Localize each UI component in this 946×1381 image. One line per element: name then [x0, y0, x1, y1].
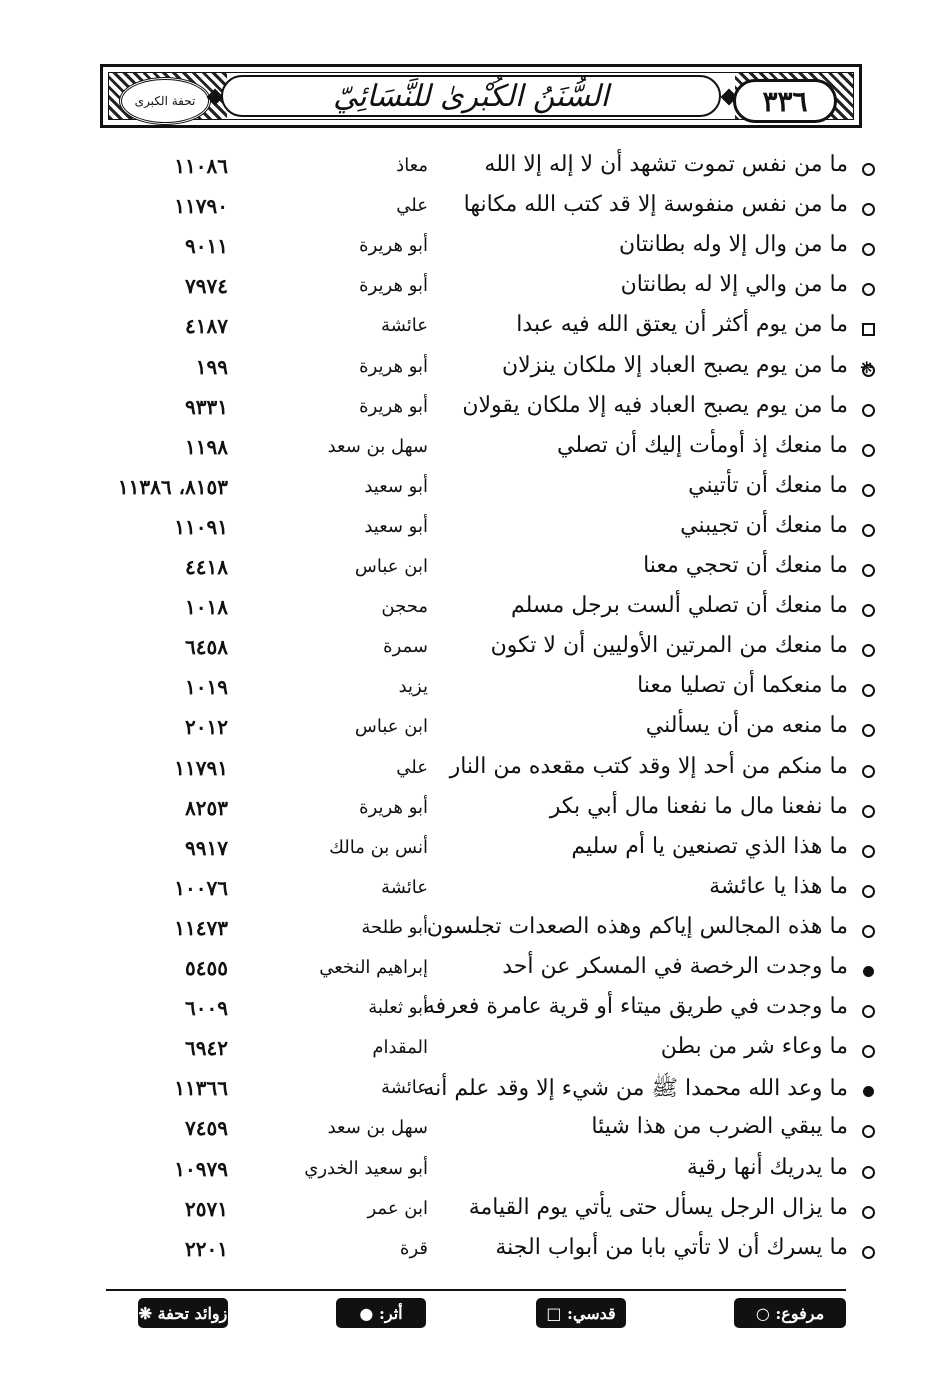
- legend-marfu: مرفوع: ○: [734, 1298, 846, 1328]
- hadith-number: ١٠١٩: [185, 675, 228, 699]
- index-row: [0, 551, 946, 591]
- index-row: [0, 872, 946, 912]
- hadith-incipit: ما من يوم أكثر أن يعتق الله فيه عبدا: [516, 312, 848, 337]
- hadith-incipit: ما من نفس تموت تشهد أن لا إله إلا الله: [484, 152, 848, 177]
- narrator-name: علي: [396, 195, 428, 216]
- hadith-incipit: ما منعك أن تجيبني: [680, 513, 848, 538]
- hadith-number: ١١٠٨٦: [174, 154, 228, 178]
- index-row: [0, 591, 946, 631]
- hadith-incipit: ما منعك أن تحجي معنا: [643, 553, 848, 578]
- index-row: [0, 671, 946, 711]
- hadith-incipit: ما وعد الله محمدا ﷺ من شيء إلا وقد علم أنه: [423, 1076, 848, 1101]
- hadith-incipit: ما من يوم يصبح العباد إلا ملكان ينزلان: [501, 353, 848, 378]
- index-row: [0, 351, 946, 391]
- circle-marker-icon: [858, 400, 878, 420]
- hadith-incipit: ما من وال إلا وله بطانتان: [619, 232, 848, 257]
- narrator-name: أبو هريرة: [359, 275, 428, 296]
- circle-marker-icon: [858, 1162, 878, 1182]
- hadith-number: ٤١٨٧: [185, 314, 228, 338]
- narrator-name: معاذ: [396, 155, 428, 176]
- hadith-number: ١١٧٩٠: [174, 194, 228, 218]
- hadith-number: ١١٣٦٦: [174, 1076, 228, 1100]
- index-row: [0, 832, 946, 872]
- title-cartouche: [221, 75, 721, 117]
- hadith-number: ٨١٥٣، ١١٣٨٦: [117, 475, 228, 499]
- circle-marker-icon: [858, 921, 878, 941]
- legend-zawaid: زوائد تحفة ❋: [138, 1298, 228, 1328]
- hadith-number: ١١٧٩١: [174, 756, 228, 780]
- narrator-name: عائشة: [381, 315, 428, 336]
- circle-marker-icon: [858, 1202, 878, 1222]
- index-row: [0, 230, 946, 270]
- index-row: [0, 952, 946, 992]
- hadith-incipit: ما منعك أن تصلي ألست برجل مسلم: [510, 593, 848, 618]
- circle-marker-icon: [858, 1041, 878, 1061]
- index-row: [0, 1153, 946, 1193]
- hadith-number: ٢٥٧١: [185, 1197, 228, 1221]
- hadith-incipit: ما منعك إذ أومأت إليك أن تصلي: [557, 433, 848, 458]
- hadith-incipit: ما هذا يا عائشة: [709, 874, 848, 899]
- narrator-name: أبو هريرة: [359, 396, 428, 417]
- circle-marker-icon: [858, 360, 878, 380]
- narrator-name: أبو طلحة: [361, 917, 428, 938]
- index-row: [0, 631, 946, 671]
- circle-marker-icon: [858, 279, 878, 299]
- page-header: [100, 64, 862, 128]
- index-row: [0, 792, 946, 832]
- narrator-name: أبو هريرة: [359, 356, 428, 377]
- hadith-incipit: ما يسرك أن لا تأتي بابا من أبواب الجنة: [495, 1235, 848, 1260]
- legend-athar: أثر: ●: [336, 1298, 426, 1328]
- hadith-number: ٩٣٣١: [185, 395, 228, 419]
- narrator-name: ابن عمر: [367, 1198, 428, 1219]
- hadith-incipit: ما منعك أن تأتيني: [688, 473, 848, 498]
- hadith-number: ٥٤٥٥: [185, 956, 228, 980]
- circle-marker-icon: [858, 801, 878, 821]
- narrator-name: ابن عباس: [354, 556, 428, 577]
- hadith-incipit: ما منعكما أن تصليا معنا: [637, 673, 848, 698]
- narrator-name: إبراهيم النخعي: [319, 957, 428, 978]
- hadith-number: ١١٤٧٣: [174, 916, 228, 940]
- circle-marker-icon: [858, 159, 878, 179]
- zawaid-star-icon: ❋: [860, 358, 874, 377]
- circle-marker-icon: [858, 520, 878, 540]
- hadith-number: ٤٤١٨: [185, 555, 228, 579]
- circle-marker-icon: [858, 199, 878, 219]
- page-number: ٣٣٦: [762, 84, 808, 118]
- hadith-incipit: ما وعاء شر من بطن: [660, 1034, 848, 1059]
- hadith-number: ١٠١٨: [185, 595, 228, 619]
- square-marker-icon: [858, 319, 878, 339]
- hadith-incipit: ما منكم من أحد إلا وقد كتب مقعده من النار: [449, 754, 848, 779]
- narrator-name: أبو هريرة: [359, 235, 428, 256]
- circle-marker-icon: [858, 239, 878, 259]
- index-row: [0, 431, 946, 471]
- page-number-oval: [733, 79, 837, 123]
- legend-qudsi: قدسي: □: [536, 1298, 626, 1328]
- index-row: [0, 711, 946, 751]
- hadith-number: ٧٤٥٩: [185, 1116, 228, 1140]
- index-row: [0, 190, 946, 230]
- hadith-incipit: ما وجدت الرخصة في المسكر عن أحد: [502, 954, 848, 979]
- narrator-name: أنس بن مالك: [329, 837, 428, 858]
- narrator-name: أبو ثعلبة: [368, 997, 428, 1018]
- header-frame: [108, 72, 854, 120]
- narrator-name: عائشة: [381, 1077, 428, 1098]
- circle-marker-icon: [858, 560, 878, 580]
- index-row: [0, 471, 946, 511]
- hadith-number: ١٠٩٧٩: [174, 1157, 228, 1181]
- narrator-name: سهل بن سعد: [327, 1117, 428, 1138]
- narrator-name: المقدام: [372, 1037, 428, 1058]
- index-row: [0, 1233, 946, 1273]
- narrator-name: أبو سعيد: [364, 476, 428, 497]
- index-row: [0, 1072, 946, 1112]
- dot-marker-icon: [858, 1081, 878, 1101]
- narrator-name: سهل بن سعد: [327, 436, 428, 457]
- hadith-incipit: ما من نفس منفوسة إلا قد كتب الله مكانها: [463, 192, 848, 217]
- hadith-number: ٢٢٠١: [185, 1237, 228, 1261]
- narrator-name: سمرة: [383, 636, 428, 657]
- index-row: [0, 270, 946, 310]
- circle-marker-icon: [858, 440, 878, 460]
- hadith-number: ١٠٠٧٦: [174, 876, 228, 900]
- hadith-number: ٩٩١٧: [185, 836, 228, 860]
- index-row: [0, 511, 946, 551]
- circle-marker-icon: [858, 881, 878, 901]
- index-row: [0, 752, 946, 792]
- index-row: [0, 391, 946, 431]
- index-row: [0, 1112, 946, 1152]
- narrator-name: عائشة: [381, 877, 428, 898]
- hadith-number: ٦٩٤٢: [185, 1036, 228, 1060]
- circle-marker-icon: [858, 1001, 878, 1021]
- hadith-number: ٨٢٥٣: [185, 796, 228, 820]
- circle-marker-icon: [858, 1242, 878, 1262]
- hadith-incipit: ما وجدت في طريق ميتاء أو قرية عامرة فعرفه: [423, 994, 848, 1019]
- emblem-text: تحفة الكبرى: [134, 94, 196, 108]
- narrator-name: قرة: [400, 1238, 428, 1259]
- hadith-incipit: ما منعك من المرتين الأوليين أن لا تكون: [490, 633, 848, 658]
- hadith-incipit: ما هذه المجالس إياكم وهذه الصعدات تجلسون: [426, 914, 848, 939]
- index-row: [0, 1032, 946, 1072]
- circle-marker-icon: [858, 1121, 878, 1141]
- hadith-number: ١١٠٩١: [174, 515, 228, 539]
- footer-divider: [106, 1289, 846, 1291]
- index-row: [0, 912, 946, 952]
- hadith-incipit: ما هذا الذي تصنعين يا أم سليم: [571, 834, 848, 859]
- narrator-name: أبو سعيد: [364, 516, 428, 537]
- narrator-name: علي: [396, 757, 428, 778]
- index-row: [0, 1193, 946, 1233]
- circle-marker-icon: [858, 761, 878, 781]
- hadith-number: ٦٠٠٩: [185, 996, 228, 1020]
- narrator-name: أبو سعيد الخدري: [304, 1158, 428, 1179]
- hadith-incipit: ما يزال الرجل يسأل حتى يأتي يوم القيامة: [468, 1195, 848, 1220]
- hadith-number: ٦٤٥٨: [185, 635, 228, 659]
- narrator-name: محجن: [381, 596, 428, 617]
- index-row: [0, 310, 946, 350]
- narrator-name: ابن عباس: [354, 716, 428, 737]
- hadith-incipit: ما نفعنا مال ما نفعنا مال أبي بكر: [549, 794, 848, 819]
- hadith-number: ١٩٩: [195, 355, 228, 379]
- index-row: [0, 150, 946, 190]
- hadith-incipit: ما منعه من أن يسألني: [645, 713, 848, 738]
- hadith-number: ٧٩٧٤: [185, 274, 228, 298]
- circle-marker-icon: [858, 600, 878, 620]
- circle-marker-icon: [858, 680, 878, 700]
- hadith-incipit: ما من يوم يصبح العباد فيه إلا ملكان يقولان: [462, 393, 848, 418]
- dot-marker-icon: [858, 961, 878, 981]
- circle-marker-icon: [858, 841, 878, 861]
- narrator-name: يزيد: [398, 676, 428, 697]
- hadith-incipit: ما يدريك أنها رقية: [686, 1155, 848, 1180]
- emblem-medallion: [119, 77, 211, 125]
- circle-marker-icon: [858, 720, 878, 740]
- circle-marker-icon: [858, 480, 878, 500]
- circle-marker-icon: [858, 640, 878, 660]
- index-row: [0, 992, 946, 1032]
- book-title: السُّنَنُ الكُبْرىٰ للنَّسَائِيّ: [333, 78, 609, 114]
- hadith-incipit: ما من والي إلا له بطانتان: [620, 272, 848, 297]
- hadith-number: ٩٠١١: [185, 234, 228, 258]
- hadith-number: ٢٠١٢: [185, 715, 228, 739]
- narrator-name: أبو هريرة: [359, 797, 428, 818]
- hadith-incipit: ما يبقي الضرب من هذا شيئا: [591, 1114, 848, 1139]
- hadith-number: ١١٩٨: [185, 435, 228, 459]
